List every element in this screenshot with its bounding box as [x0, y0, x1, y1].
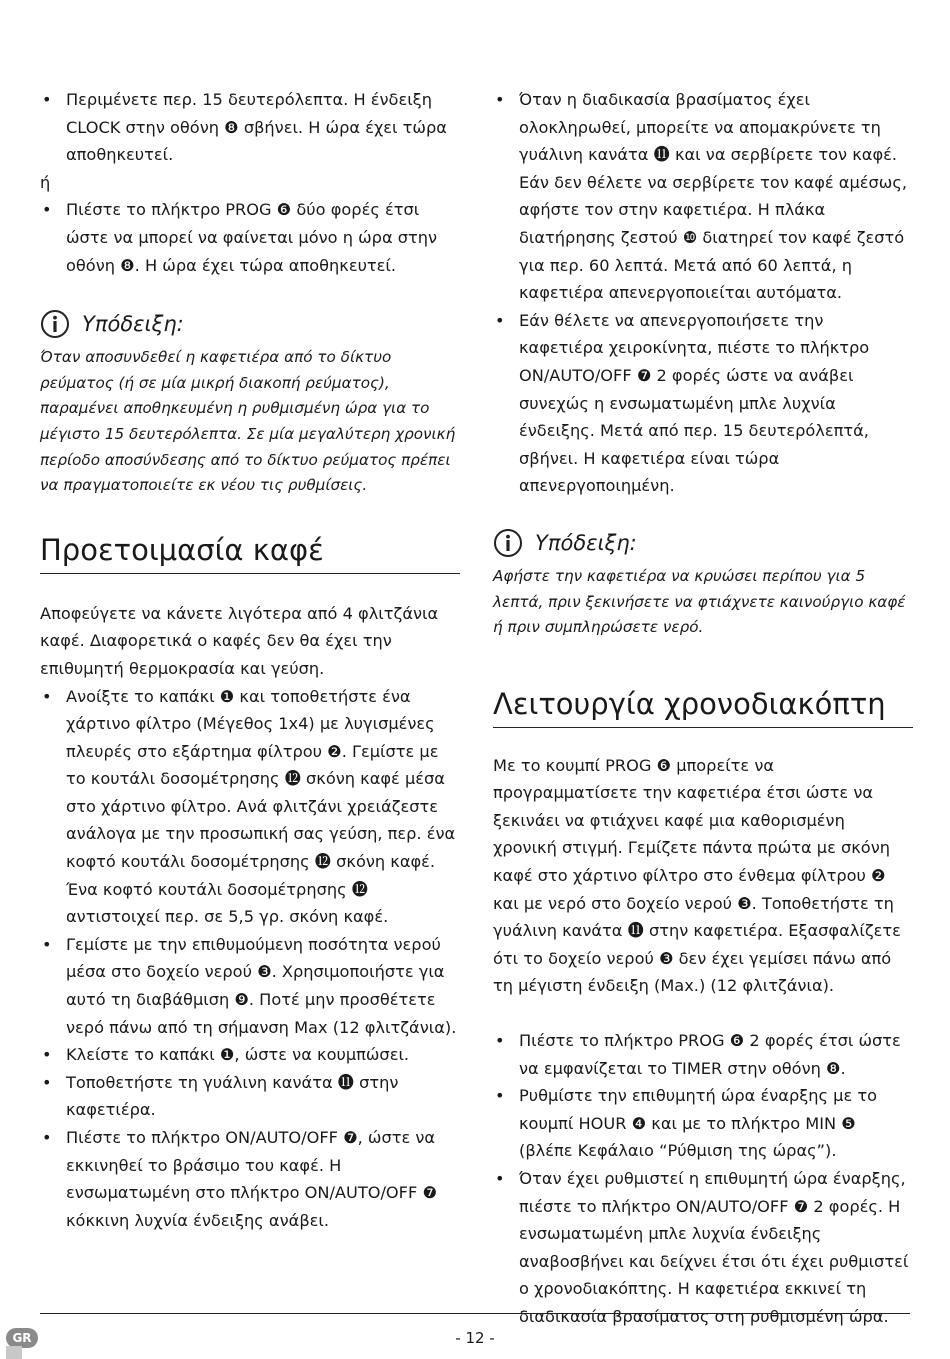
list-item: • Κλείστε το καπάκι ❶, ώστε να κουμπώσει.: [40, 1041, 460, 1069]
list-item: • Ανοίξτε το καπάκι ❶ και τοποθετήστε ένα χάρτινο φίλτρο (Μέγεθος 1x4) με λυγισμένες πλευρές στο εξάρτημα φίλτρου ❷. Γεμίστε με το κουτάλι δοσομέτρησης ⓬ σκόνη καφέ μέσα στο χάρτινο φίλτρο. Ανά φλιτζάνι χρειάζεστε ανάλογα με την προσωπική σας γεύση, περ. ένα κοφτό κουτάλι δοσομέτρησης ⓬ σκόνη καφέ. Ένα κοφτό κουτάλι δοσομέτρησης ⓬ αντιστοιχεί περ. σε 5,5 γρ. σκόνη καφέ.: [40, 683, 460, 931]
list-item: • Ρυθμίστε την επιθυμητή ώρα έναρξης με το κουμπί HOUR ❹ και με το πλήκτρο MIN ❺ (βλέπε Κεφάλαιο “Ρύθμιση της ώρας”).: [493, 1082, 913, 1165]
list-item: • Τοποθετήστε τη γυάλινη κανάτα ⓫ στην καφετιέρα.: [40, 1069, 460, 1124]
section-intro: Με το κουμπί PROG ❻ μπορείτε να προγραμματίσετε την καφετιέρα έτσι ώστε να ξεκινάει να φτιάχνει καφέ μια καθορισμένη χρονική στιγμή. Γεμίζετε πάντα πρώτα με σκόνη καφέ στο χάρτινο φίλτρο στο ένθεμα φίλτρου ❷ και με νερό στο δοχείο νερού ❸. Τοποθετήστε τη γυάλινη κανάτα ⓫ στην καφετιέρα. Εξασφαλίζετε ότι το δοχείο νερού ❸ δεν έχει γεμίσει πάνω από τη μέγιστη ένδειξη (Max.) (12 φλιτζάνια).: [493, 755, 901, 996]
info-icon: [493, 528, 523, 558]
list-item: • Περιμένετε περ. 15 δευτερόλεπτα. Η ένδειξη CLOCK στην οθόνη ❽ σβήνει. Η ώρα έχει τώρα αποθηκευτεί.: [40, 86, 460, 169]
info-icon: [40, 309, 70, 339]
section-intro: Αποφεύγετε να κάνετε λιγότερα από 4 φλιτζάνια καφέ. Διαφορετικά ο καφές δεν θα έχει την επιθυμητή θερμοκρασία και γεύση.: [40, 603, 439, 678]
list-item: • Εάν θέλετε να απενεργοποιήσετε την καφετιέρα χειροκίνητα, πιέστε το πλήκτρο ON/AUTO/OFF ❼ 2 φορές ώστε να ανάβει συνεχώς η ενσωματωμένη μπλε λυχνία ένδειξης. Μετά από περ. 15 δευτερόλεπτά, σβήνει. Η καφετιέρα είναι τώρα απενεργοποιημένη.: [493, 307, 913, 500]
bullet-list-timer: [493, 1027, 913, 1331]
list-item: • Πιέστε το πλήκτρο ON/AUTO/OFF ❼, ώστε να εκκινηθεί το βράσιμο του καφέ. Η ενσωματωμένη στο πλήκτρο ON/AUTO/OFF ❼ κόκκινη λυχνία ένδειξης ανάβει.: [40, 1124, 460, 1234]
bullet-list-coffee-prep: [40, 683, 460, 1235]
list-item: • Όταν έχει ρυθμιστεί η επιθυμητή ώρα έναρξης, πιέστε το πλήκτρο ON/AUTO/OFF ❼ 2 φορές. Η ενσωματωμένη μπλε λυχνία ένδειξης αναβοσβήνει και δείχνει έτσι ότι έχει ρυθμιστεί ο χρονοδιακόπτης. Η καφετιέρα εκκινεί τη διαδικασία βρασίματος στη ρυθμισμένη ώρα.: [493, 1165, 913, 1331]
section-heading-timer: Λειτουργία χρονοδιακόπτη: [493, 687, 913, 728]
list-item: • Πιέστε το πλήκτρο PROG ❻ δύο φορές έτσι ώστε να μπορεί να φαίνεται μόνο η ώρα στην οθόνη ❽. Η ώρα έχει τώρα αποθηκευτεί.: [40, 196, 460, 279]
or-separator: ή: [40, 172, 51, 192]
list-item: • Πιέστε το πλήκτρο PROG ❻ 2 φορές έτσι ώστε να εμφανίζεται το TIMER στην οθόνη ❽.: [493, 1027, 913, 1082]
section-heading-coffee-prep: Προετοιμασία καφέ: [40, 533, 460, 574]
page-edge-marker: [6, 1346, 22, 1359]
note-title: Υπόδειξη:: [82, 312, 184, 337]
page-number: - 12 -: [455, 1329, 495, 1347]
language-badge: GR: [6, 1328, 38, 1348]
footer-divider: [40, 1313, 910, 1314]
note-box: [493, 528, 913, 641]
note-text: Αφήστε την καφετιέρα να κρυώσει περίπου για 5 λεπτά, πριν ξεκινήσετε να φτιάχνετε καινούργιο καφέ ή πριν συμπληρώσετε νερό.: [493, 566, 906, 637]
list-item: • Γεμίστε με την επιθυμούμενη ποσότητα νερού μέσα στο δοχείο νερού ❸. Χρησιμοποιήστε για αυτό τη διαβάθμιση ❾. Ποτέ μην προσθέτετε νερό πάνω από τη σήμανση Max (12 φλιτζάνια).: [40, 931, 460, 1041]
bullet-list-brewing: [493, 86, 913, 500]
note-text: Όταν αποσυνδεθεί η καφετιέρα από το δίκτυο ρεύματος (ή σε μία μικρή διακοπή ρεύματος), παραμένει αποθηκευμένη η ρυθμισμένη ώρα για το μέγιστο 15 δευτερόλεπτα. Σε μία μεγαλύτερη χρονική περίοδο αποσύνδεσης από το δίκτυο ρεύματος πρέπει να πραγματοποιείτε εκ νέου τις ρυθμίσεις.: [40, 348, 456, 495]
bullet-list-prog: [40, 196, 460, 279]
note-box: [40, 309, 460, 499]
note-title: Υπόδειξη:: [535, 530, 637, 555]
right-column: [493, 86, 913, 1331]
list-item: • Όταν η διαδικασία βρασίματος έχει ολοκληρωθεί, μπορείτε να απομακρύνετε τη γυάλινη κανάτα ⓫ και να σερβίρετε τον καφέ. Εάν δεν θέλετε να σερβίρετε τον καφέ αμέσως, αφήστε τον στην καφετιέρα. Η πλάκα διατήρησης ζεστού ❿ διατηρεί τον καφέ ζεστό για περ. 60 λεπτά. Μετά από 60 λεπτά, η καφετιέρα απενεργοποιείται αυτόματα.: [493, 86, 913, 307]
bullet-list-clock: [40, 86, 460, 169]
left-column: [40, 86, 460, 1234]
